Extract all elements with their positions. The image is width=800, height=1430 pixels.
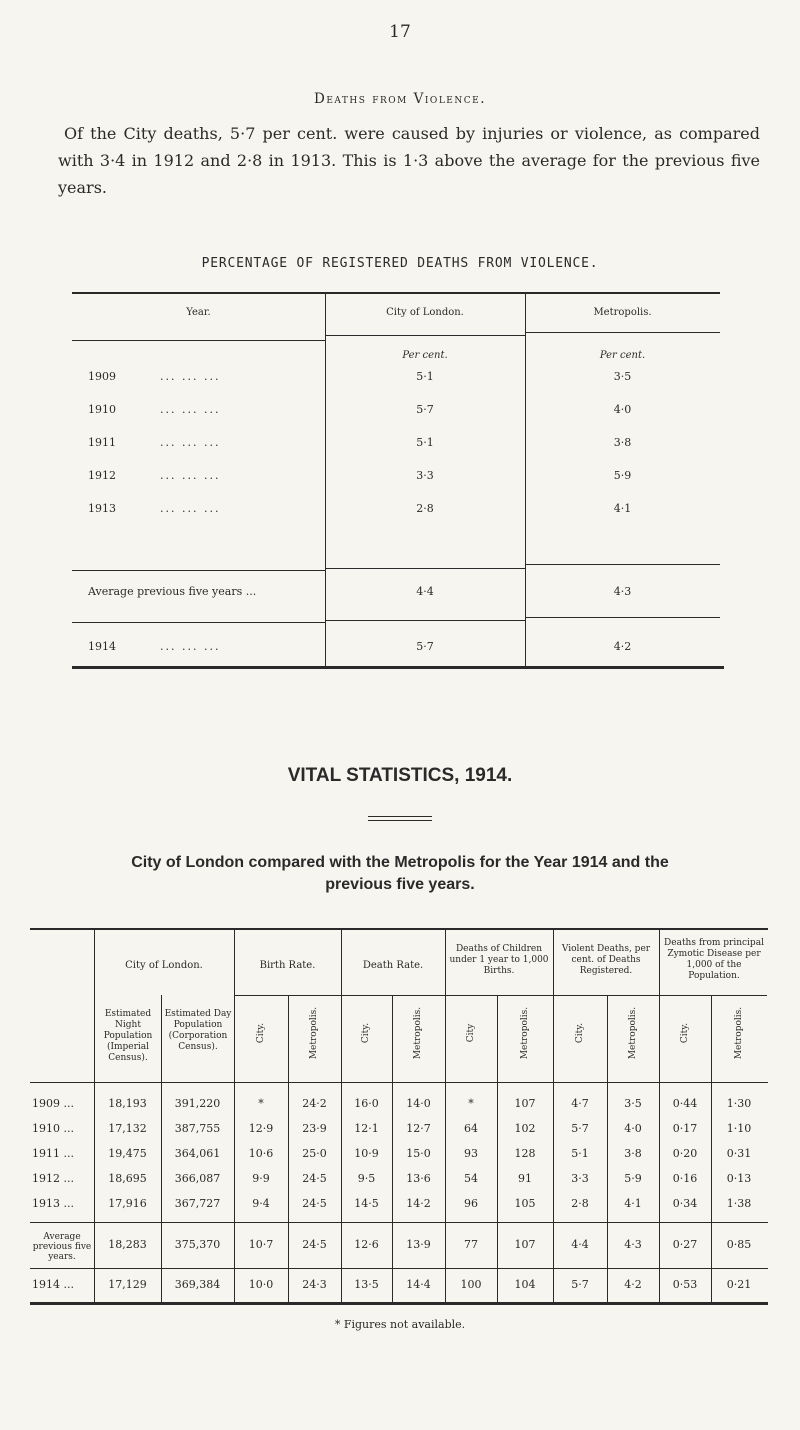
vital-cell: 3·5	[624, 1097, 642, 1110]
unit-metropolis: Per cent.	[599, 350, 646, 361]
vital-cell: 2·8	[571, 1197, 589, 1210]
row-year: 1914	[88, 640, 116, 653]
section-title: Deaths from Violence.	[314, 91, 486, 107]
metropolis-value: 3·8	[613, 436, 632, 449]
vital-cell: 0·13	[726, 1172, 752, 1185]
row-year: 1911	[88, 436, 116, 449]
rule	[30, 928, 768, 930]
vital-cell: 0·44	[672, 1097, 698, 1110]
vital-cell: 19,475	[108, 1147, 147, 1160]
vital-cell: 104	[514, 1278, 536, 1291]
vital-subtitle-line1: City of London compared with the Metropolis for the Year 1914 and the	[131, 854, 669, 871]
metropolis-value: 4·0	[613, 403, 632, 416]
sub-header-violent-city: City.	[575, 1022, 585, 1044]
vital-subtitle-line2: previous five years.	[325, 876, 475, 893]
leader-dots: ... ... ...	[160, 469, 221, 482]
city-value: 5·7	[416, 403, 434, 416]
sub-header-death-metropolis: Metropolis.	[413, 1006, 423, 1060]
vital-cell: 4·7	[571, 1097, 589, 1110]
vital-cell: 9·5	[357, 1172, 376, 1185]
rule	[325, 620, 525, 621]
vital-cell: 12·9	[248, 1122, 274, 1135]
sub-header-infant-metropolis: Metropolis.	[520, 1006, 530, 1060]
city-value: 3·3	[416, 469, 434, 482]
vital-cell: 364,061	[174, 1147, 221, 1160]
vital-cell: 64	[464, 1122, 478, 1135]
vital-cell: 14·5	[354, 1197, 379, 1210]
leader-dots: ... ... ...	[160, 403, 221, 416]
vital-cell: 24·2	[302, 1097, 327, 1110]
row-label-year: 1909 ...	[32, 1097, 74, 1110]
sub-header-day-population: Estimated Day Population (Corporation Census).	[164, 1009, 232, 1052]
col-header-city: City of London.	[386, 307, 464, 318]
vital-cell: 14·4	[406, 1278, 431, 1291]
row-label-year: 1914 ...	[32, 1278, 74, 1291]
row-year: 1912	[88, 469, 116, 482]
vital-title: VITAL STATISTICS, 1914.	[287, 765, 513, 786]
group-header-birth-rate: Birth Rate.	[259, 960, 316, 971]
average-metropolis: 4·3	[613, 585, 632, 598]
rule	[325, 568, 525, 569]
vital-cell: 15·0	[406, 1147, 431, 1160]
group-header-death-rate: Death Rate.	[362, 960, 424, 971]
leader-dots: ... ... ...	[160, 436, 221, 449]
row-year: 1910	[88, 403, 116, 416]
vital-cell: 17,129	[108, 1278, 147, 1291]
vital-cell: 24·5	[302, 1238, 327, 1251]
row-label-year: 1913 ...	[32, 1197, 74, 1210]
sub-header-night-population: Estimated Night Population (Imperial Census).	[103, 1009, 153, 1063]
vital-cell: 369,384	[174, 1278, 221, 1291]
vital-cell: 91	[518, 1172, 532, 1185]
vital-cell: *	[258, 1097, 264, 1110]
vital-cell: 10·9	[354, 1147, 379, 1160]
group-header-infant-deaths: Deaths of Children under 1 year to 1,000 Births.	[449, 944, 549, 976]
unit-city: Per cent.	[402, 350, 448, 361]
vital-cell: 107	[514, 1097, 536, 1110]
intro-paragraph: Of the City deaths, 5·7 per cent. were caused by injuries or violence, as compared with 3·4 in 1912 and 2·8 in 1913. This is 1·3 above the average for the previous five years.	[58, 124, 760, 197]
vital-cell: 25·0	[302, 1147, 327, 1160]
rule	[30, 1302, 768, 1305]
vital-cell: 387,755	[174, 1122, 221, 1135]
vital-cell: 1·30	[726, 1097, 752, 1110]
vital-cell: 9·4	[252, 1197, 270, 1210]
rule	[72, 570, 325, 571]
rule	[72, 340, 325, 341]
metropolis-value: 3·5	[613, 370, 632, 383]
vital-cell: *	[468, 1097, 474, 1110]
vital-cell: 14·2	[406, 1197, 431, 1210]
vital-cell: 0·17	[672, 1122, 698, 1135]
metropolis-value: 5·9	[613, 469, 632, 482]
vital-cell: 10·6	[248, 1147, 274, 1160]
vital-cell: 5·7	[571, 1122, 589, 1135]
violence-table-title: PERCENTAGE OF REGISTERED DEATHS FROM VIOLENCE.	[201, 256, 599, 271]
vital-cell: 0·21	[726, 1278, 752, 1291]
vital-cell: 1·38	[726, 1197, 752, 1210]
vital-subtitle	[70, 852, 730, 896]
group-header-city-of-london: City of London.	[125, 960, 203, 971]
vital-cell: 9·9	[252, 1172, 270, 1185]
row-year: 1913	[88, 502, 116, 515]
rule	[30, 1082, 768, 1083]
sub-header-zymotic-city: City.	[680, 1022, 690, 1044]
vital-cell: 12·7	[406, 1122, 431, 1135]
sub-header-violent-metropolis: Metropolis.	[628, 1006, 638, 1060]
rule	[525, 617, 720, 618]
vital-cell: 4·4	[571, 1238, 589, 1251]
vital-cell: 23·9	[302, 1122, 327, 1135]
vital-cell: 0·31	[726, 1147, 752, 1160]
vital-cell: 4·3	[624, 1238, 642, 1251]
row-label-year: 1912 ...	[32, 1172, 74, 1185]
vital-cell: 13·9	[406, 1238, 431, 1251]
vital-cell: 367,727	[174, 1197, 221, 1210]
rule	[553, 995, 659, 996]
vital-cell: 14·0	[406, 1097, 431, 1110]
vital-cell: 24·5	[302, 1197, 327, 1210]
vital-cell: 102	[514, 1122, 536, 1135]
vital-cell: 96	[464, 1197, 478, 1210]
rule	[325, 335, 525, 336]
city-value: 5·1	[416, 436, 434, 449]
vital-cell: 105	[514, 1197, 536, 1210]
row-label-year: 1911 ...	[32, 1147, 74, 1160]
rule	[659, 995, 767, 996]
sub-header-death-city: City.	[361, 1022, 371, 1044]
rule	[30, 1222, 768, 1223]
rule	[30, 1268, 768, 1269]
vital-cell: 391,220	[174, 1097, 221, 1110]
rule	[72, 292, 720, 294]
vital-cell: 5·1	[571, 1147, 589, 1160]
sub-header-birth-city: City.	[256, 1022, 266, 1044]
vital-cell: 17,916	[108, 1197, 147, 1210]
vital-cell: 16·0	[354, 1097, 379, 1110]
vital-cell: 0·85	[726, 1238, 752, 1251]
vital-cell: 3·8	[624, 1147, 642, 1160]
vital-cell: 13·5	[354, 1278, 379, 1291]
vital-cell: 4·2	[624, 1278, 642, 1291]
vital-cell: 0·16	[672, 1172, 698, 1185]
city-value: 5·7	[416, 640, 434, 653]
vital-cell: 5·9	[624, 1172, 642, 1185]
sub-header-zymotic-metropolis: Metropolis.	[734, 1006, 744, 1060]
col-header-year: Year.	[186, 307, 211, 318]
vital-cell: 107	[514, 1238, 536, 1251]
row-label-year: 1910 ...	[32, 1122, 74, 1135]
group-header-violent-deaths: Violent Deaths, per cent. of Deaths Registered.	[561, 944, 651, 976]
rule	[525, 332, 720, 333]
col-header-metropolis: Metropolis.	[593, 307, 652, 318]
vital-cell: 0·20	[672, 1147, 698, 1160]
vital-cell: 0·34	[672, 1197, 698, 1210]
vital-cell: 4·1	[624, 1197, 642, 1210]
rule	[445, 995, 553, 996]
vital-cell: 4·0	[624, 1122, 642, 1135]
vital-cell: 128	[514, 1147, 536, 1160]
city-value: 2·8	[416, 502, 434, 515]
vital-cell: 18,695	[108, 1172, 147, 1185]
city-value: 5·1	[416, 370, 434, 383]
rule	[234, 995, 341, 996]
vital-cell: 18,283	[108, 1238, 147, 1251]
vital-cell: 0·27	[672, 1238, 698, 1251]
footnote: * Figures not available.	[334, 1318, 466, 1331]
rule	[72, 666, 724, 669]
vital-cell: 10·0	[248, 1278, 274, 1291]
vital-cell: 5·7	[571, 1278, 589, 1291]
page-number: 17	[389, 22, 411, 42]
rule	[72, 622, 325, 623]
vital-cell: 3·3	[571, 1172, 589, 1185]
vital-cell: 13·6	[406, 1172, 431, 1185]
rule	[525, 564, 720, 565]
vital-cell: 93	[464, 1147, 478, 1160]
vital-cell: 0·53	[672, 1278, 698, 1291]
vital-cell: 18,193	[108, 1097, 147, 1110]
row-label-average: Average previous five years.	[32, 1232, 92, 1262]
title-divider	[368, 816, 432, 817]
vital-cell: 100	[460, 1278, 482, 1291]
group-header-zymotic: Deaths from principal Zymotic Disease per 1,000 of the Population.	[664, 938, 764, 981]
vital-cell: 366,087	[174, 1172, 221, 1185]
leader-dots: ... ... ...	[160, 502, 221, 515]
metropolis-value: 4·1	[613, 502, 632, 515]
title-divider	[368, 820, 432, 821]
average-label: Average previous five years ...	[88, 585, 257, 598]
rule	[341, 995, 445, 996]
vital-cell: 24·3	[302, 1278, 327, 1291]
vital-cell: 1·10	[726, 1122, 752, 1135]
sub-header-infant-city: City	[466, 1023, 476, 1043]
metropolis-value: 4·2	[613, 640, 632, 653]
vital-cell: 12·6	[354, 1238, 379, 1251]
vital-cell: 24·5	[302, 1172, 327, 1185]
vital-cell: 10·7	[248, 1238, 274, 1251]
average-city: 4·4	[416, 585, 434, 598]
vital-cell: 17,132	[108, 1122, 147, 1135]
sub-header-birth-metropolis: Metropolis.	[309, 1006, 319, 1060]
leader-dots: ... ... ...	[160, 370, 221, 383]
vital-cell: 375,370	[174, 1238, 221, 1251]
vital-cell: 54	[464, 1172, 478, 1185]
vital-cell: 12·1	[354, 1122, 379, 1135]
row-year: 1909	[88, 370, 116, 383]
vital-cell: 77	[464, 1238, 478, 1251]
leader-dots: ... ... ...	[160, 640, 221, 653]
